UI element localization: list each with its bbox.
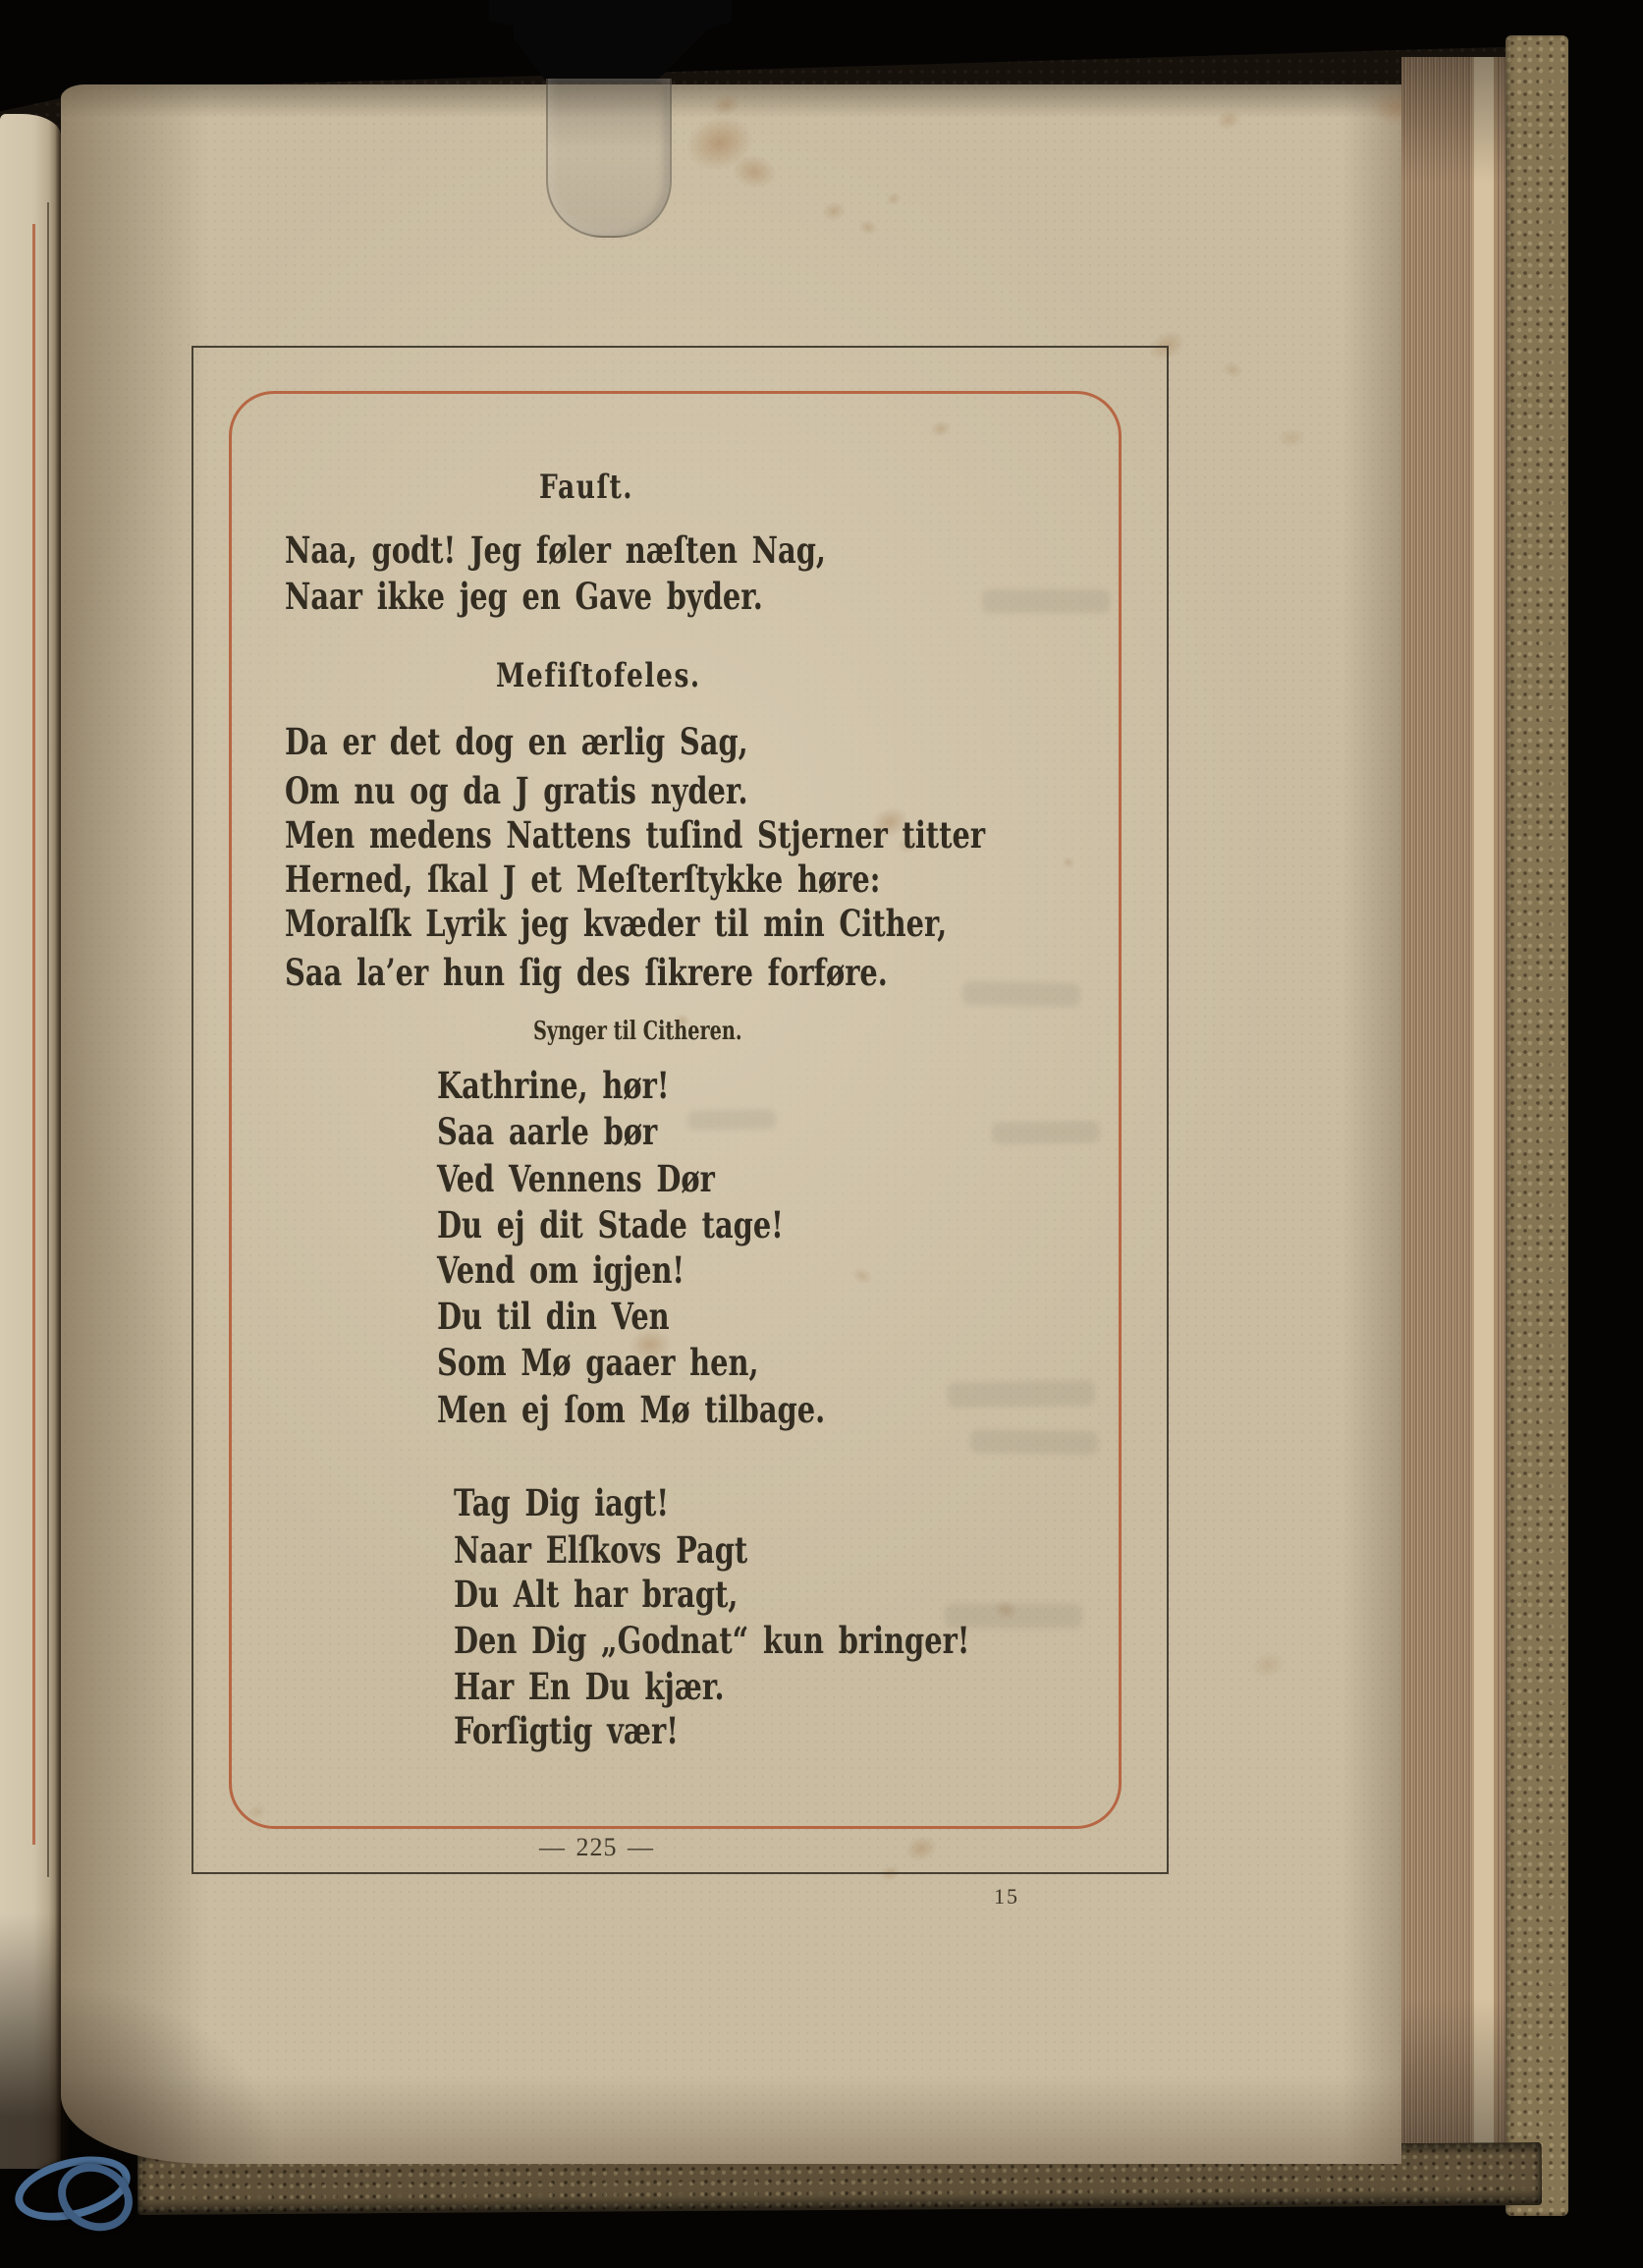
song-line: Forſigtig vær! xyxy=(454,1709,679,1752)
foxing-spot xyxy=(1276,427,1306,449)
verse-line: Naar ikke jeg en Gave byder. xyxy=(285,575,763,618)
verse-line: Naa, godt! Jeg føler næſten Nag, xyxy=(285,528,826,572)
song-line: Du til din Ven xyxy=(437,1295,670,1338)
book-page xyxy=(61,84,1401,2164)
page-holder-strap xyxy=(546,79,672,238)
foxing-spot xyxy=(819,199,849,224)
song-line: Du Alt har bragt, xyxy=(454,1573,739,1616)
speaker-heading-mefistofeles: Mefiſtofeles. xyxy=(496,656,701,695)
foxing-spot xyxy=(709,90,743,119)
verse-line: Om nu og da J gratis nyder. xyxy=(285,769,748,812)
page-fore-edge xyxy=(1401,57,1506,2166)
song-line: Som Mø gaaer hen, xyxy=(437,1341,759,1384)
foxing-spot xyxy=(1248,1648,1288,1681)
verse-line: Da er det dog en ærlig Sag, xyxy=(285,720,748,763)
verse-line: Saa la’er hun ſig des ſikrere forføre. xyxy=(285,951,888,994)
song-line: Vend om igjen! xyxy=(437,1248,685,1292)
foxing-spot xyxy=(884,190,904,208)
verse-line: Moralſk Lyrik jeg kvæder til min Cither, xyxy=(285,902,948,945)
song-line: Ved Vennens Dør xyxy=(437,1157,715,1200)
page-number: — 225 — xyxy=(539,1833,654,1861)
speaker-heading-faust: Fauſt. xyxy=(539,468,634,507)
verse-line: Herned, ſkal J et Meſterſtykke høre: xyxy=(285,857,881,901)
book-cover-edge xyxy=(1506,35,1568,2216)
foxing-spot xyxy=(679,107,761,180)
foxing-spot xyxy=(1219,358,1245,381)
foxing-spot xyxy=(729,151,780,193)
song-line: Men ej ſom Mø tilbage. xyxy=(437,1388,826,1431)
gutter-bottom-shadow xyxy=(0,1913,61,2169)
song-line: Den Dig „Godnat“ kun bringer! xyxy=(454,1619,970,1662)
signature-mark: 15 xyxy=(994,1884,1019,1908)
fore-edge-shading xyxy=(1401,57,1506,2166)
facing-page-edge xyxy=(0,114,61,2169)
song-line: Kathrine, hør! xyxy=(437,1064,670,1107)
song-line: Saa aarle bør xyxy=(437,1110,658,1153)
foxing-spot xyxy=(1214,106,1244,133)
facing-page-black-border xyxy=(47,202,49,1877)
stage-direction: Synger til Citheren. xyxy=(533,1017,742,1046)
song-line: Har En Du kjær. xyxy=(454,1665,725,1708)
facing-page-orange-border xyxy=(32,224,35,1845)
song-line: Tag Dig iagt! xyxy=(454,1481,670,1524)
foxing-spot xyxy=(856,218,879,237)
foxing-spot xyxy=(1370,90,1401,127)
song-line: Naar Elſkovs Pagt xyxy=(454,1528,748,1572)
song-line: Du ej dit Stade tage! xyxy=(437,1203,784,1246)
verse-line: Men medens Nattens tuſind Stjerner titter xyxy=(285,813,986,857)
